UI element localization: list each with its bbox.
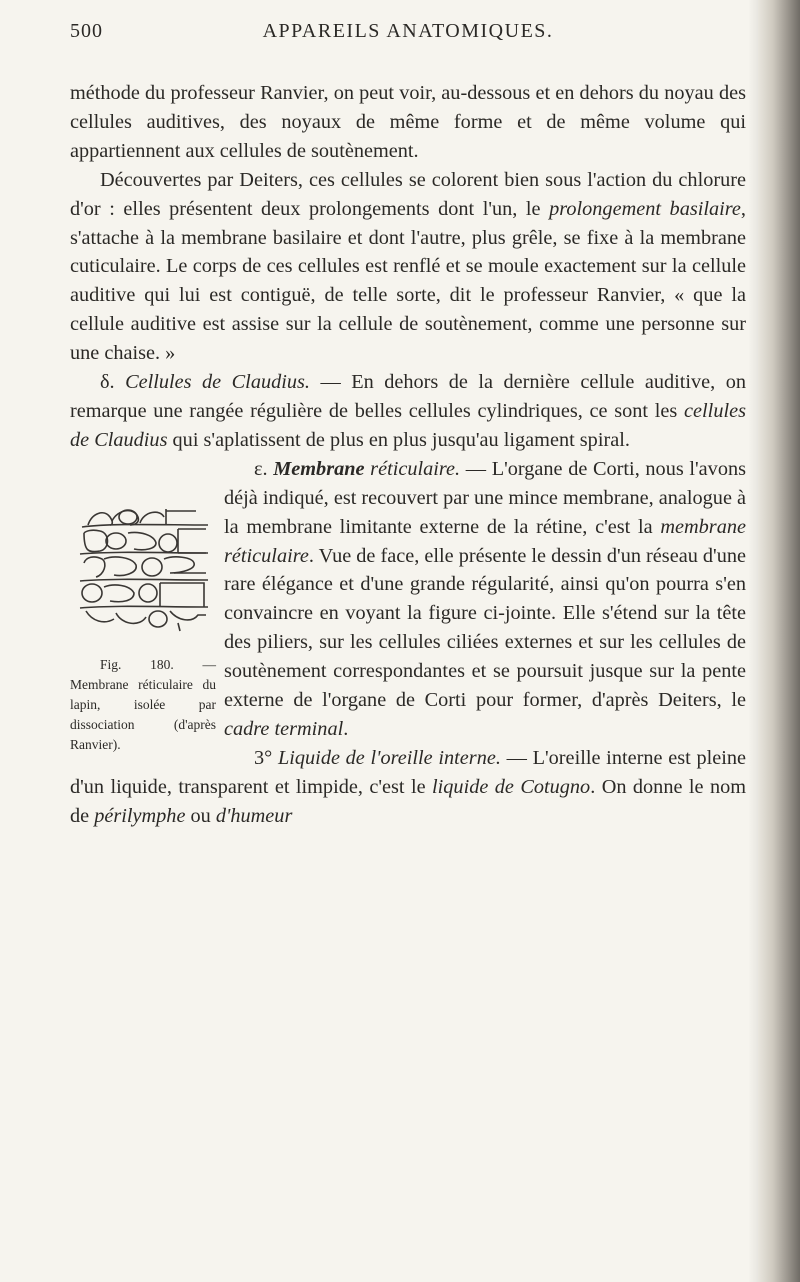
paragraph-5-text-or: ou [185,804,216,827]
figure-180 [70,455,216,762]
paragraph-1-text: méthode du professeur Ranvier, on peut voir, au-dessous et en dehors du noyau des cellules auditives, des noyaux de même forme et de même volume qui appartiennent aux cellules de soutènement. [70,82,746,162]
reticular-membrane-illustration [74,503,212,635]
section-heading-membrane: Membrane [273,457,365,480]
paragraph-2 [70,166,746,368]
figure-caption: Fig. 180. — Membrane réticulaire du lapin, isolée par dissociation (d'après Ranvier). [70,656,216,752]
term-cadre-terminal: cadre terminal [224,717,344,740]
paragraph-3-text: — En dehors de la dernière cellule auditive, on remarque une rangée régulière de belles cellules cylindriques, ce sont les [70,371,746,422]
paragraph-4-text: — L'organe de Corti, nous l'avons déjà indiqué, est recouvert par une mince membrane, analogue à la membrane limitante externe de la rétine, c'est la [224,457,747,538]
term-membrane-reticulaire: membrane réticulaire [224,515,746,567]
paragraph-4-text-middle: . Vue de face, elle présente le dessin d'un réseau d'une rare élégance et d'une grande régularité, ainsi qu'on pourra s'en convaincre en voyant la figure ci-jointe. Elle s'étend sur la tête des piliers, sur les cellules ciliées externes et sur les cellules de soutènement correspondantes et se poursuit jusque sur la pente externe de l'organe de Corti pour former, d'après Deiters, le [224,544,746,712]
paragraph-1 [70,79,746,166]
paragraph-2-text: Découvertes par Deiters, ces cellules se colorent bien sous l'action du chlorure d'or : elles présentent deux prolongements dont l'un, le [70,168,746,220]
page-edge [758,0,800,1282]
section-marker-delta: δ. [100,371,115,394]
paragraph-3-text-end: qui s'aplatissent de plus en plus jusqu'au ligament spiral. [167,428,630,451]
running-head [70,20,746,50]
paragraph-4 [70,455,747,752]
paragraph-2-text-end: , s'attache à la membrane basilaire et dont l'autre, plus grêle, se fixe à la membrane cuticulaire. Le corps de ces cellules est renflé et se moule exactement sur la cellule auditive qui lui est contiguë, de telle sorte, dit le professeur Ranvier, « que la cellule auditive est assise sur la cellule de soutènement, comme une personne sur une chaise. » [70,197,746,365]
term-humeur: d'humeur [215,804,293,827]
term-prolongement-basilaire: prolongement basilaire [549,197,741,220]
section-marker-epsilon: ε. [254,457,268,480]
section-marker-3: 3° [254,746,273,769]
running-title: APPAREILS ANATOMIQUES. [262,20,554,42]
section-heading-claudius: Cellules de Claudius. [125,371,310,394]
term-cellules-de-claudius: cellules de Claudius [70,399,746,451]
page-gutter-shadow [748,0,758,1282]
paragraph-4-text-end: . [343,717,349,740]
term-perilymphe: périlymphe [94,804,186,827]
page-number: 500 [70,20,103,42]
paragraph-3 [70,368,746,455]
section-heading-liquide: Liquide de l'oreille interne. [277,746,501,769]
paragraph-5-text-middle: . On donne le nom de [70,775,746,827]
paragraph-5-text: — L'oreille interne est pleine d'un liquide, transparent et limpide, c'est le [70,746,746,798]
term-liquide-de-cotugno: liquide de Cotugno [432,775,591,798]
section-heading-reticulaire: réticulaire. [364,457,461,480]
body-text [70,79,746,831]
